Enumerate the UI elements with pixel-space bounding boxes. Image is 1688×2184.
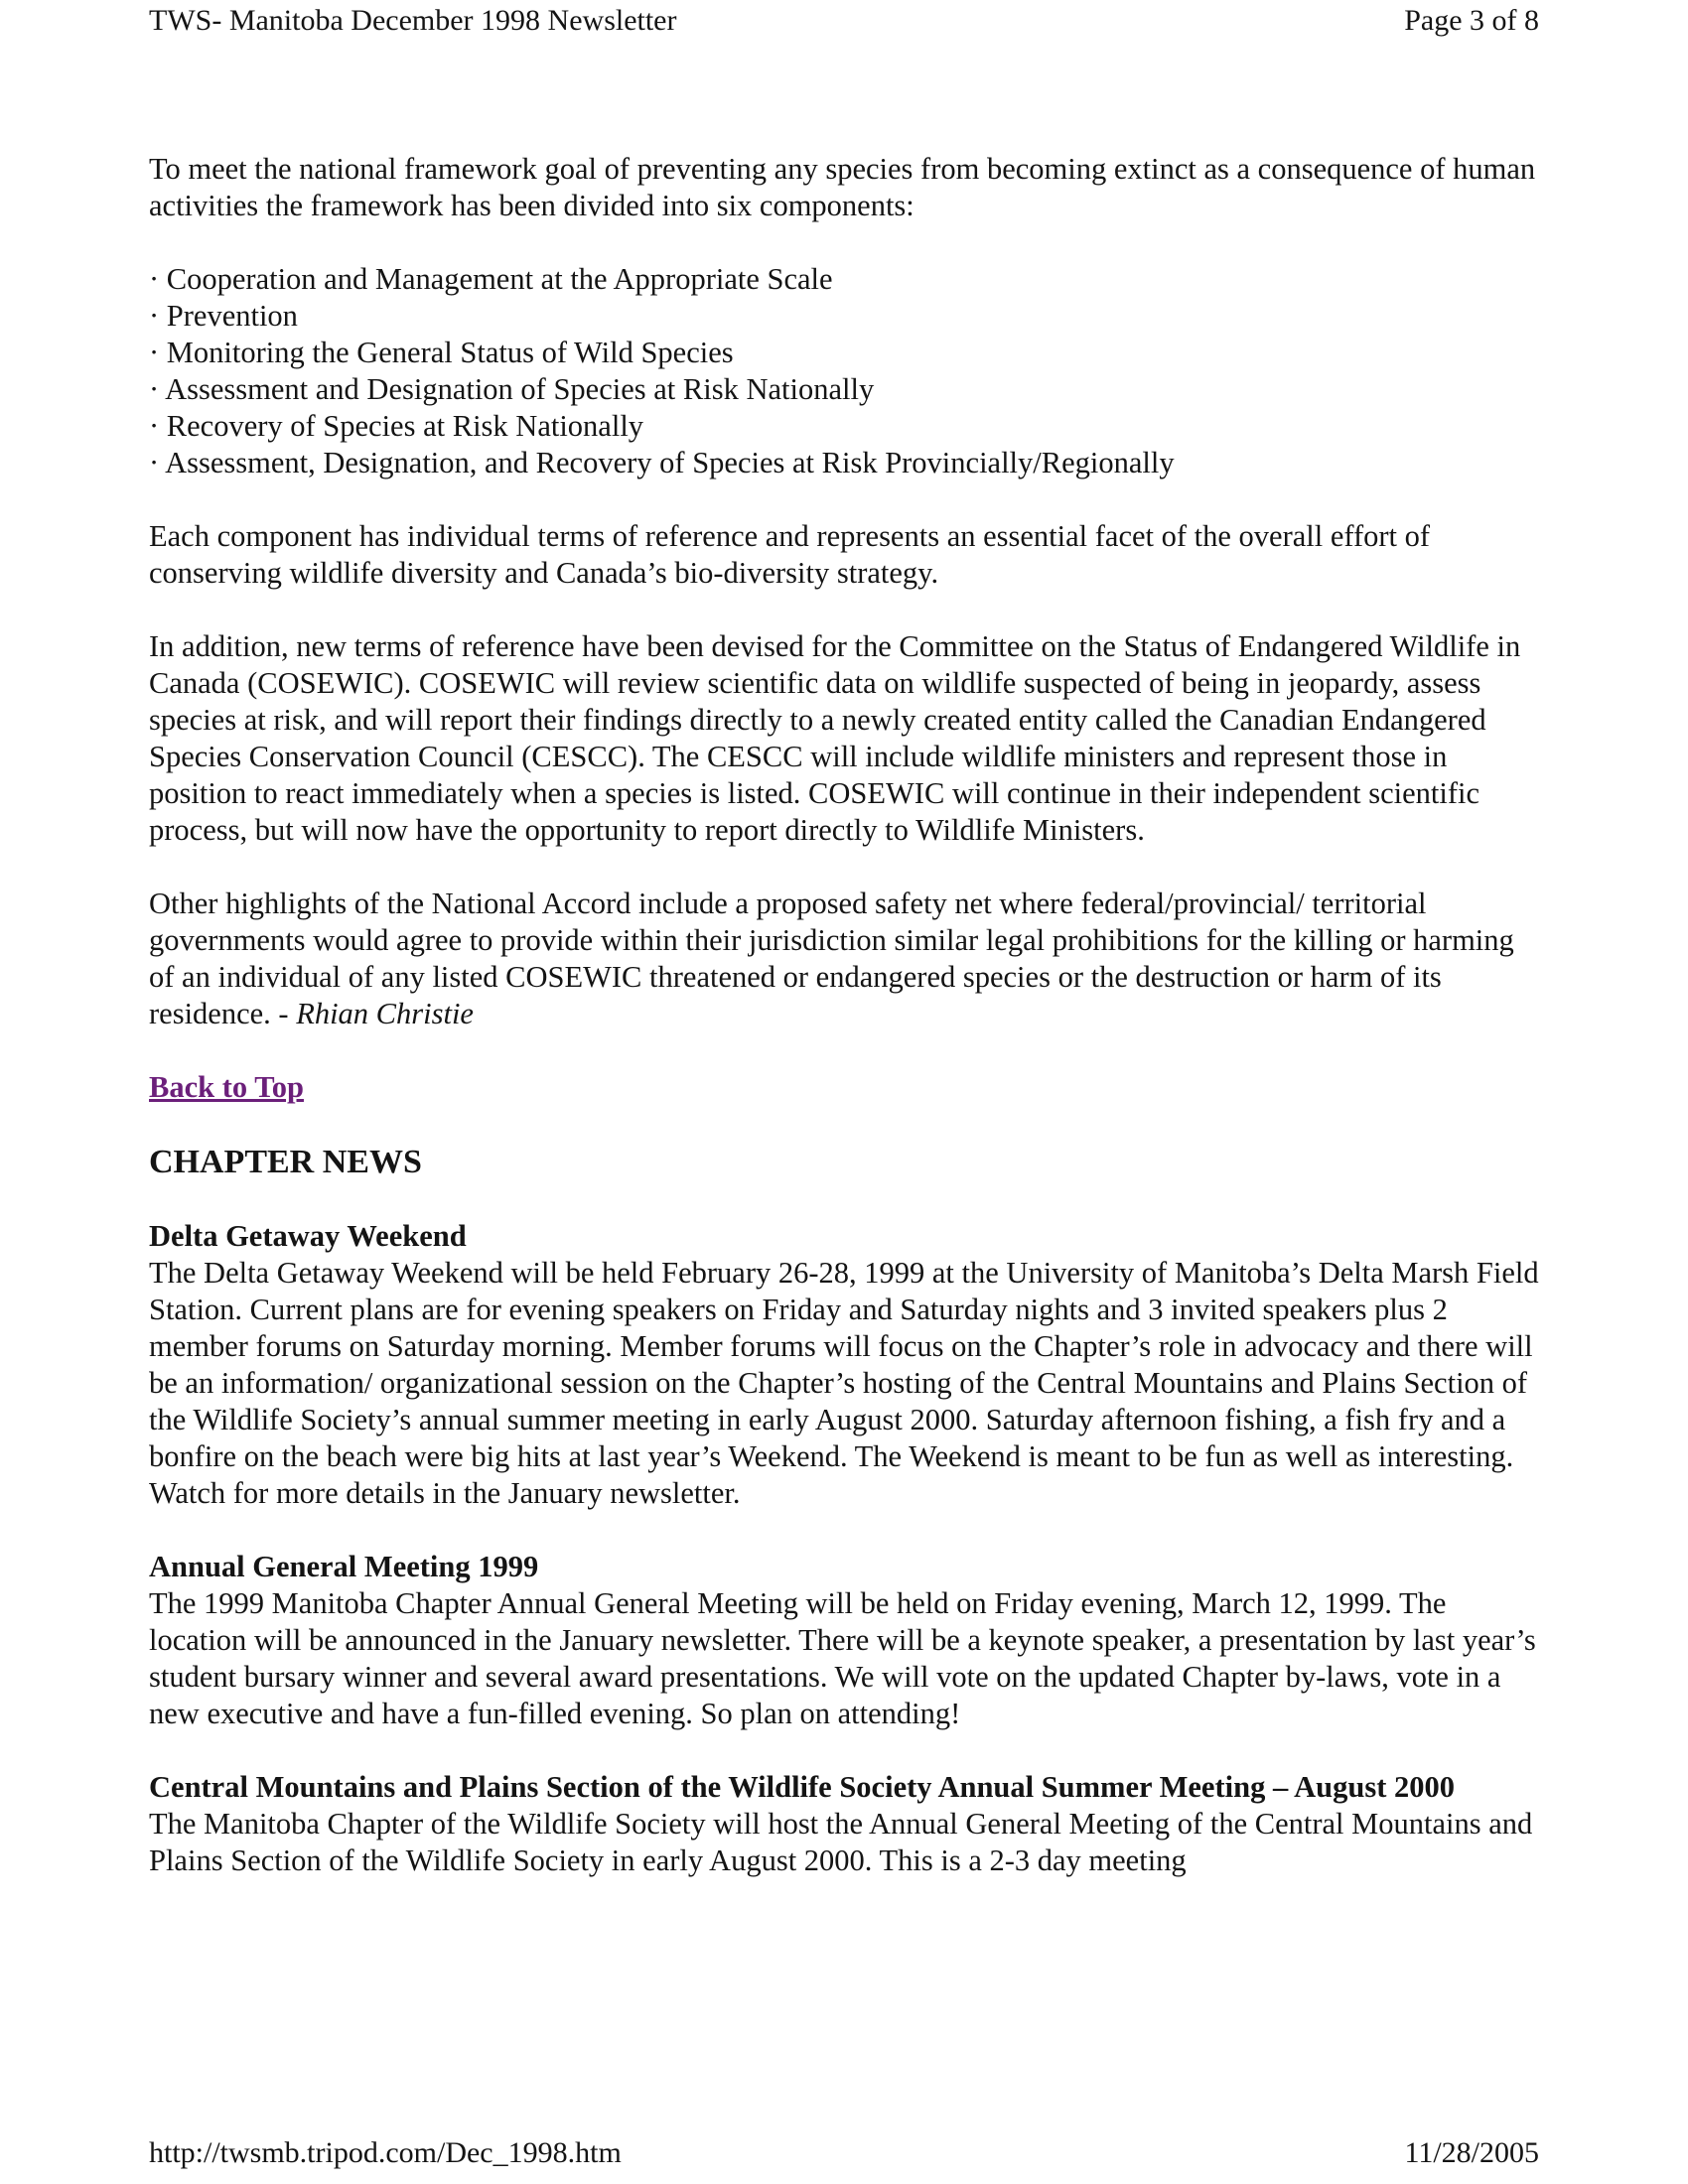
page-header-title: TWS- Manitoba December 1998 Newsletter [149,4,677,37]
page-url: http://twsmb.tripod.com/Dec_1998.htm [149,2136,622,2169]
cmps-section [149,1769,1539,1879]
list-item: · Monitoring the General Status of Wild Species [149,336,734,369]
delta-heading: Delta Getaway Weekend [149,1219,467,1253]
intro-paragraph: To meet the national framework goal of preventing any species from becoming extinct as a consequence of human activities the framework has been divided into six components: [149,152,1536,222]
page-number: Page 3 of 8 [1404,4,1539,37]
cosewic-paragraph: In addition, new terms of reference have been devised for the Committee on the Status of Endangered Wildlife in Canada (COSEWIC). COSEWIC will review scientific data on wildlife suspected of being in jeopardy, assess species at risk, and will report their findings directly to a newly created entity called the Canadian Endangered Species Conservation Council (CESCC). The CESCC will include wildlife ministers and represent those in position to react immediately when a species is listed. COSEWIC will continue in their independent scientific process, but will now have the opportunity to report directly to Wildlife Ministers. [149,629,1521,847]
back-to-top-link[interactable]: Back to Top [149,1070,304,1104]
chapter-news-heading: CHAPTER NEWS [149,1144,422,1180]
agm-section [149,1549,1539,1732]
delta-body: The Delta Getaway Weekend will be held February 26-28, 1999 at the University of Manitoba’s Delta Marsh Field Station. Current plans are for evening speakers on Friday and Saturday nights and 3 invited speakers plus 2 member forums on Saturday morning. Member forums will focus on the Chapter’s role in advocacy and there will be an information/ organizational session on the Chapter’s hosting of the Central Mountains and Plains Section of the Wildlife Society’s annual summer meeting in early August 2000. Saturday afternoon fishing, a fish fry and a bonfire on the beach were big hits at last year’s Weekend. The Weekend is meant to be fun as well as interesting. Watch for more details in the January newsletter. [149,1256,1539,1510]
list-item: · Assessment, Designation, and Recovery of Species at Risk Provincially/Regionally [149,446,1175,479]
print-date: 11/28/2005 [1404,2136,1539,2169]
highlights-paragraph [149,886,1539,1032]
author-name: Rhian Christie [296,997,474,1030]
list-item: · Cooperation and Management at the Appropriate Scale [149,262,833,296]
article-content [149,151,1539,1916]
cmps-body: The Manitoba Chapter of the Wildlife Society will host the Annual General Meeting of the Central Mountains and Plains Section of the Wildlife Society in early August 2000. This is a 2-3 day meeting [149,1807,1533,1877]
cmps-heading: Central Mountains and Plains Section of the Wildlife Society Annual Summer Meeting – August 2000 [149,1770,1455,1804]
delta-section [149,1218,1539,1512]
highlights-text: Other highlights of the National Accord include a proposed safety net where federal/provincial/ territorial governments would agree to provide within their jurisdiction similar legal prohibitions for the killing or harming of an individual of any listed COSEWIC threatened or endangered species or the destruction or harm of its residence. - [149,887,1514,1030]
components-list [149,261,1539,481]
back-to-top-row [149,1069,1539,1106]
components-paragraph: Each component has individual terms of reference and represents an essential facet of the overall effort of conserving wildlife diversity and Canada’s bio-diversity strategy. [149,519,1431,590]
list-item: · Recovery of Species at Risk Nationally [149,409,644,443]
agm-heading: Annual General Meeting 1999 [149,1550,539,1583]
list-item: · Prevention [149,299,298,333]
agm-body: The 1999 Manitoba Chapter Annual General Meeting will be held on Friday evening, March 12, 1999. The location will be announced in the January newsletter. There will be a keynote speaker, a presentation by last year’s student bursary winner and several award presentations. We will vote on the updated Chapter by-laws, vote in a new executive and have a fun-filled evening. So plan on attending! [149,1586,1536,1730]
list-item: · Assessment and Designation of Species at Risk Nationally [149,372,875,406]
